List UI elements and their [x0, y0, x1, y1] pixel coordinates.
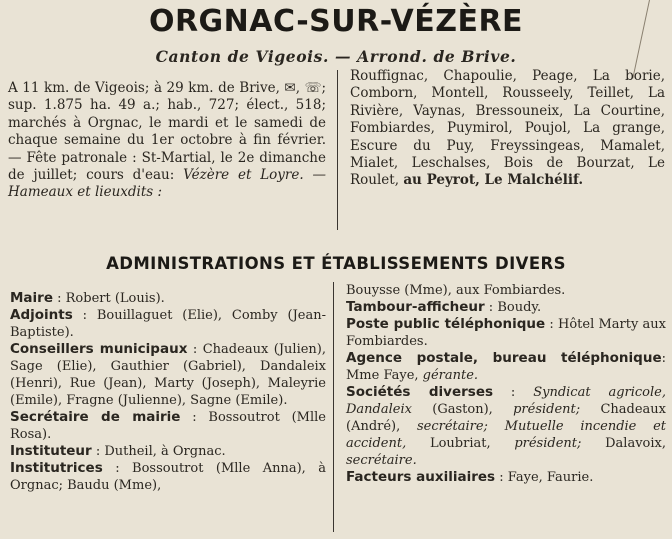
entry-label: Institutrices	[10, 460, 103, 476]
entry-label: Secrétaire de mairie	[10, 409, 181, 425]
admin-right-column	[346, 282, 666, 486]
entry-adjoints	[10, 307, 326, 341]
column-divider-top	[337, 70, 338, 230]
entry-text: : Hôtel Marty aux Fombiardes.	[346, 317, 666, 349]
entry-text: : Bossoutrot (Mlle Rosa).	[10, 410, 326, 442]
section-heading: ADMINISTRATIONS ET ÉTABLISSEMENTS DIVERS	[106, 254, 566, 273]
hameaux-label: — Hameaux et lieuxdits :	[8, 167, 326, 201]
entry-text: : Dutheil, à Orgnac.	[91, 444, 226, 459]
entry-poste	[346, 316, 666, 350]
entry-italic: secrétaire.	[346, 453, 417, 468]
hameaux-paragraph	[350, 68, 665, 190]
entry-text: : Mme Faye,	[346, 351, 666, 383]
page-title: ORGNAC-SUR-VÉZÈRE	[148, 4, 524, 39]
entry-continuation	[346, 282, 666, 299]
hameaux-bold: au Peyrot, Le Malchélif.	[403, 172, 584, 189]
entry-label: Instituteur	[10, 443, 92, 459]
entry-societes	[346, 384, 666, 469]
entry-facteurs	[346, 469, 666, 486]
entry-label: Facteurs auxiliaires	[346, 469, 496, 485]
intro-text: A 11 km. de Vigeois; à 29 km. de Brive, ✉, ☏; sup. 1.875 ha. 49 a.; hab., 727; élect., 518; marchés à Orgnac, le mardi et le samedi de chaque semaine du 1er octobre à fin février. — Fête patronale : St-Martial, le 2e dimanche de juillet; cours d'eau:	[8, 80, 326, 184]
entry-italic: secrétaire; Mutuelle incendie et accident,	[346, 419, 666, 451]
entry-text: : Boudy.	[484, 300, 542, 315]
entry-text: :	[493, 385, 534, 400]
entry-instituteur	[10, 443, 326, 460]
entry-conseillers	[10, 341, 326, 409]
entry-italic: président;	[513, 402, 601, 417]
rivers-text: Vézère et Loyre.	[183, 167, 304, 184]
entry-tambour	[346, 299, 666, 316]
entry-text: Bouysse (Mme), aux Fombiardes.	[346, 283, 566, 298]
entry-text: : Bossoutrot (Mlle Anna), à Orgnac; Baudu (Mme),	[10, 461, 326, 493]
intro-right-column	[350, 68, 665, 190]
entry-label: Maire	[10, 290, 53, 306]
entry-text: : Faye, Faurie.	[495, 470, 594, 485]
entry-maire	[10, 290, 326, 307]
entry-text: Chadeaux (André),	[346, 402, 666, 434]
page-subtitle: Canton de Vigeois. — Arrond. de Brive.	[155, 47, 517, 66]
entry-text: : Robert (Louis).	[53, 291, 165, 306]
entry-label: Sociétés diverses	[346, 384, 494, 400]
entry-text: : Bouillaguet (Elie), Comby (Jean-Baptiste).	[10, 308, 326, 340]
hameaux-list: Rouffignac, Chapoulie, Peage, La borie, Comborn, Montell, Rousseely, Teillet, La Rivière, Vaynas, Bressouneix, La Courtine, Fombiardes, Puymirol, Poujol, La grange, Escure du Puy, Freyssingeas, Mamalet, Mialet, Leschalses, Bois de Bourzat, Le Roulet,	[350, 68, 665, 189]
entry-label: Tambour-afficheur	[346, 299, 485, 315]
entry-italic: Syndicat agricole, Dandaleix	[346, 385, 666, 417]
entry-text: Loubriat,	[429, 436, 515, 451]
entry-institutrices	[10, 460, 326, 494]
entry-label: Agence postale, bureau téléphonique	[346, 350, 662, 366]
intro-paragraph	[8, 80, 326, 202]
entry-label: Conseillers municipaux	[10, 341, 188, 357]
entry-secretaire	[10, 409, 326, 443]
intro-left-column	[8, 80, 326, 202]
entry-label: Poste public téléphonique	[346, 316, 546, 332]
column-divider-bottom	[333, 282, 334, 532]
entry-label: Adjoints	[10, 307, 73, 323]
entry-text: (Gaston),	[411, 402, 514, 417]
entry-text: : Chadeaux (Julien), Sage (Elie), Gauthier (Gabriel), Dandaleix (Henri), Rue (Jean), Marty (Joseph), Maleyrie (Emile), Fragne (Julienne), Sagne (Emile).	[10, 342, 326, 408]
entry-italic: gérante.	[422, 368, 479, 383]
entry-text: Dalavoix,	[605, 436, 666, 451]
entry-italic: président;	[514, 436, 606, 451]
admin-left-column	[10, 290, 326, 494]
entry-agence	[346, 350, 666, 384]
